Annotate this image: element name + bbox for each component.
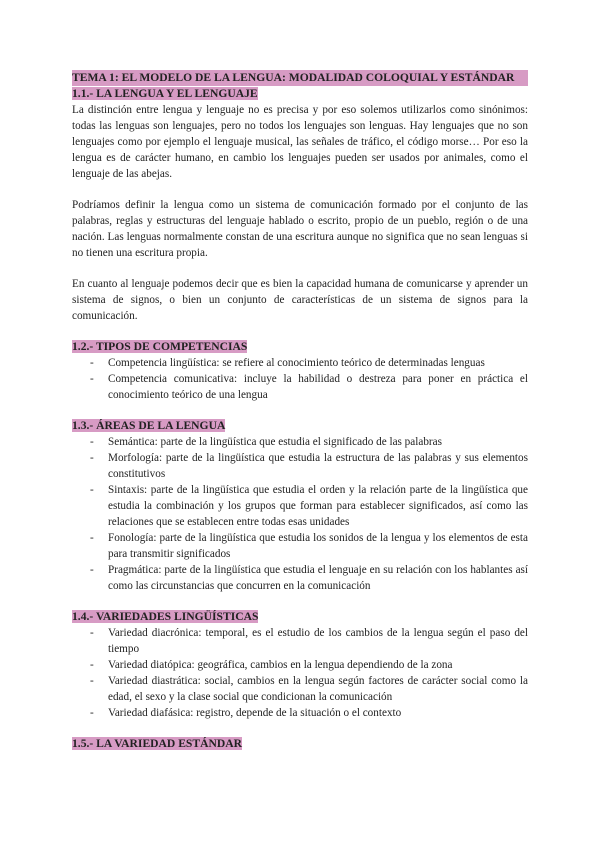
document-title: TEMA 1: EL MODELO DE LA LENGUA: MODALIDAD COLOQUIAL Y ESTÁNDAR (72, 70, 528, 86)
document-page (72, 70, 528, 752)
section-heading: 1.2.- TIPOS DE COMPETENCIAS (72, 340, 248, 353)
section-1-5 (72, 736, 528, 752)
section-heading: 1.5.- LA VARIEDAD ESTÁNDAR (72, 737, 242, 750)
list-item: - Morfología: parte de la lingüística que estudia la estructura de las palabras y sus elementos constitutivos (72, 450, 528, 482)
section-heading: 1.4.- VARIEDADES LINGÜÍSTICAS (72, 610, 259, 623)
section-1-2 (72, 339, 528, 403)
list-item: - Variedad diatópica: geográfica, cambios en la lengua dependiendo de la zona (72, 657, 528, 673)
list-item: - Fonología: parte de la lingüística que estudia los sonidos de la lengua y los elementos de esta para transmitir significados (72, 530, 528, 562)
list-item: - Semántica: parte de la lingüística que estudia el significado de las palabras (72, 434, 528, 450)
paragraph: La distinción entre lengua y lenguaje no es precisa y por eso solemos utilizarlos como sinónimos: todas las lenguas son lenguajes, pero no todos los lenguajes son lenguas. Hay lenguajes que no son lenguajes como por ejemplo el lenguaje musical, las señales de tráfico, el código morse… Por eso la lengua es de carácter humano, en cambio los lenguajes pueden ser usados por animales, como el lenguaje de las abejas. (72, 104, 528, 180)
section-1-4 (72, 609, 528, 721)
list-item: - Variedad diacrónica: temporal, es el estudio de los cambios de la lengua según el paso del tiempo (72, 625, 528, 657)
bullet-list (72, 355, 528, 403)
list-item: - Variedad diastrática: social, cambios en la lengua según factores de carácter social como la edad, el sexo y la clase social que condicionan la comunicación (72, 673, 528, 705)
section-1-1 (72, 86, 528, 324)
bullet-list (72, 434, 528, 594)
list-item: - Sintaxis: parte de la lingüística que estudia el orden y la relación parte de la lingüística que estudia la combinación y los grupos que forman para establecer significados, así como las relaciones que se establecen entre todas esas unidades (72, 482, 528, 530)
section-1-3 (72, 418, 528, 594)
section-heading: 1.1.- LA LENGUA Y EL LENGUAJE (72, 87, 258, 100)
list-item: - Competencia lingüística: se refiere al conocimiento teórico de determinadas lenguas (72, 355, 528, 371)
list-item: - Competencia comunicativa: incluye la habilidad o destreza para poner en práctica el conocimiento teórico de una lengua (72, 371, 528, 403)
list-item: - Variedad diafásica: registro, depende de la situación o el contexto (72, 705, 528, 721)
section-heading: 1.3.- ÁREAS DE LA LENGUA (72, 419, 226, 432)
paragraph: En cuanto al lenguaje podemos decir que es bien la capacidad humana de comunicarse y aprender un sistema de signos, o bien un conjunto de características de un sistema de signos para la comunicación. (72, 278, 528, 322)
paragraph: Podríamos definir la lengua como un sistema de comunicación formado por el conjunto de las palabras, reglas y estructuras del lenguaje hablado o escrito, propio de un pueblo, región o de una nación. Las lenguas normalmente constan de una escritura aunque no significa que no sean lenguas si no tienen una escritura propia. (72, 199, 528, 259)
bullet-list (72, 625, 528, 721)
list-item: - Pragmática: parte de la lingüística que estudia el lenguaje en su relación con los hablantes así como las circunstancias que concurren en la comunicación (72, 562, 528, 594)
